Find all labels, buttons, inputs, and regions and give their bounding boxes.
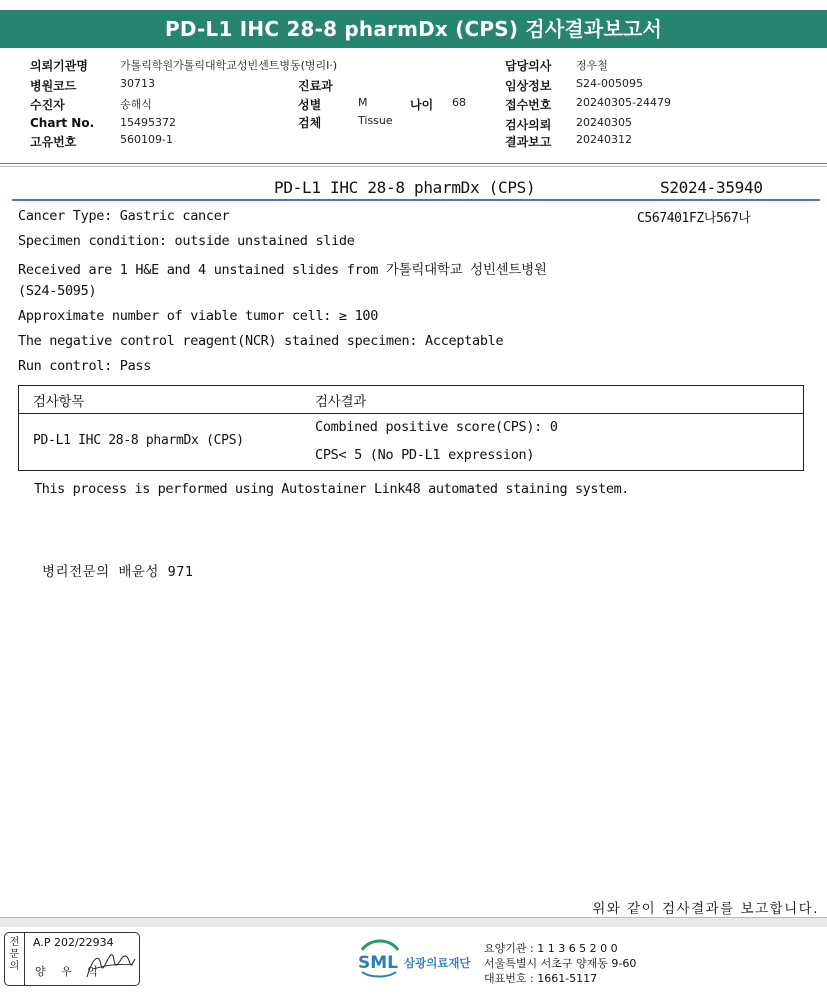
specimen-value: Tissue — [358, 114, 393, 127]
request-date-value: 20240305 — [576, 116, 632, 129]
case-number-line: (S24-5095) — [18, 283, 97, 299]
svg-text:SML: SML — [358, 953, 398, 973]
age-value: 68 — [452, 96, 466, 109]
report-title-bar: PD-L1 IHC 28-8 pharmDx (CPS) 검사결과보고서 — [0, 10, 827, 48]
negative-control-line: The negative control reagent(NCR) stained specimen: Acceptable — [18, 333, 504, 349]
patient-label: 수진자 — [30, 98, 65, 112]
report-date-label: 결과보고 — [505, 135, 552, 149]
hospital-code-value: 30713 — [120, 77, 155, 90]
specimen-label: 검체 — [298, 116, 322, 130]
receipt-number-label: 접수번호 — [505, 98, 552, 112]
closing-statement: 위와 같이 검사결과를 보고합니다. — [592, 901, 819, 917]
specimen-code: C567401FZ나567나 — [637, 211, 751, 226]
institution-address: 서울특별시 서초구 양재동 9-60 — [484, 957, 637, 970]
institution-phone: 대표번호 : 1661-5117 — [484, 972, 598, 985]
clinical-info-label: 임상정보 — [505, 79, 552, 93]
sex-label: 성별 — [298, 98, 322, 112]
tumor-cell-line: Approximate number of viable tumor cell: ≥ 100 — [18, 308, 379, 324]
department-label: 진료과 — [298, 79, 333, 93]
receipt-number-value: 20240305-24479 — [576, 96, 671, 109]
doctor-value: 정우철 — [576, 59, 608, 72]
clinical-info-value: S24-005095 — [576, 77, 643, 90]
unique-id-value: 560109-1 — [120, 133, 173, 146]
report-number: S2024-35940 — [660, 178, 763, 197]
table-row-divider — [19, 413, 803, 414]
chart-label: Chart No. — [30, 116, 95, 130]
pathologist-line: 병리전문의 배윤성 971 — [42, 564, 194, 580]
table-header-item: 검사항목 — [33, 394, 84, 410]
run-control-line: Run control: Pass — [18, 358, 152, 374]
foundation-name: 삼광의료재단 — [404, 956, 471, 970]
hospital-value: 가톨릭학원가톨릭대학교성빈센트병동(병리I·) — [120, 59, 338, 72]
age-label: 나이 — [410, 98, 434, 112]
chart-value: 15495372 — [120, 116, 176, 129]
sml-logo-icon — [356, 938, 402, 978]
ap-number: A.P 202/22934 — [33, 936, 114, 949]
sml-logo — [356, 938, 402, 982]
test-title: PD-L1 IHC 28-8 pharmDx (CPS) — [274, 178, 536, 197]
result-table — [18, 385, 804, 471]
doctor-label: 담당의사 — [505, 59, 552, 73]
table-test-item: PD-L1 IHC 28-8 pharmDx (CPS) — [33, 433, 244, 448]
hospital-code-label: 병원코드 — [30, 79, 77, 93]
specimen-condition-line: Specimen condition: outside unstained slide — [18, 233, 355, 249]
received-line: Received are 1 H&E and 4 unstained slides from 가톨릭대학교 성빈센트병원 — [18, 262, 547, 278]
title-underline — [12, 199, 820, 201]
footer-band — [0, 917, 827, 927]
handwritten-signature — [83, 947, 139, 983]
request-date-label: 검사의뢰 — [505, 118, 552, 132]
table-header-result: 검사결과 — [315, 394, 366, 410]
table-result-cps: Combined positive score(CPS): 0 — [315, 419, 558, 435]
hospital-label: 의뢰기관명 — [30, 59, 88, 73]
signer-name: 양 우 익 — [35, 965, 104, 978]
report-date-value: 20240312 — [576, 133, 632, 146]
sex-value: M — [358, 96, 368, 109]
signature-box — [4, 932, 140, 986]
institution-code: 요양기관 : 1 1 3 6 5 2 0 0 — [484, 942, 618, 955]
cancer-type-line: Cancer Type: Gastric cancer — [18, 208, 230, 224]
header-divider — [0, 163, 827, 164]
header-divider-light — [0, 166, 827, 167]
patient-value: 송해식 — [120, 98, 152, 111]
unique-id-label: 고유번호 — [30, 135, 77, 149]
specialist-tag-text: 전문의 — [9, 937, 20, 972]
table-result-interpretation: CPS< 5 (No PD-L1 expression) — [315, 447, 535, 463]
specialist-tag — [5, 933, 25, 985]
process-note: This process is performed using Autostainer Link48 automated staining system. — [34, 481, 630, 497]
